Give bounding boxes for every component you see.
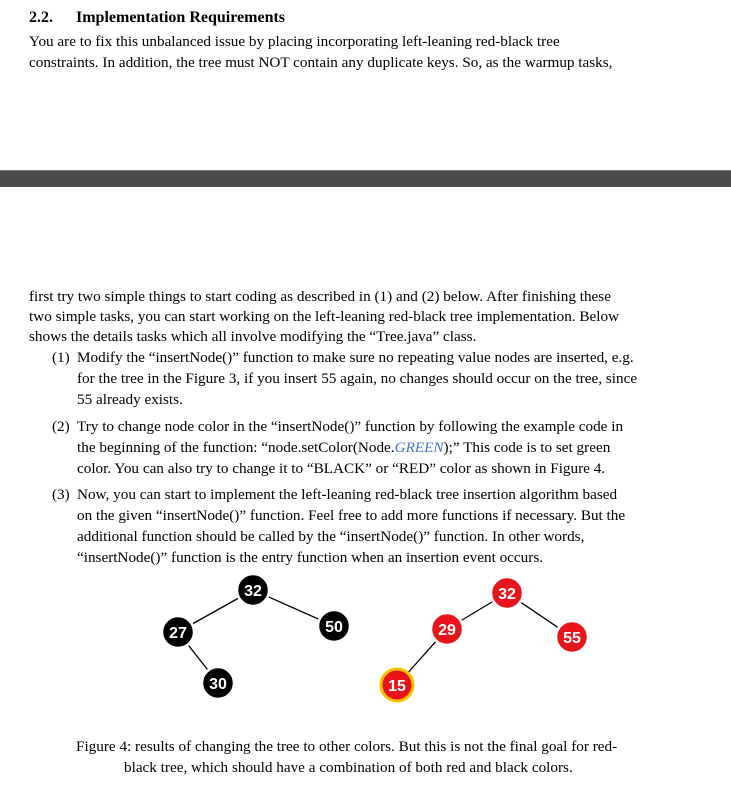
item-2-line-2 (77, 438, 610, 458)
item-1-line-2: for the tree in the Figure 3, if you insert 55 again, no changes should occur on the tree, since (77, 370, 638, 387)
red-node-15 (381, 669, 413, 701)
continued-line-2: two simple tasks, you can start working on the left-leaning red-black tree implementation. Below (29, 308, 620, 325)
continued-line-1: first try two simple things to start coding as described in (1) and (2) below. After finishing these (29, 288, 611, 305)
item-3-line-1: Now, you can start to implement the left-leaning red-black tree insertion algorithm based (77, 486, 618, 503)
item-3-line-2: on the given “insertNode()” function. Feel free to add more functions if necessary. But the (77, 507, 626, 524)
item-2-line-1: Try to change node color in the “insertNode()” function by following the example code in (77, 418, 624, 435)
item-3-line-3: additional function should be called by the “insertNode()” function. In other words, (77, 528, 585, 545)
item-2-line-2-post: );” This code is to set green (443, 439, 611, 456)
red-node-32 (491, 577, 523, 609)
item-2-line-3: color. You can also try to change it to “BLACK” or “RED” color as shown in Figure 4. (77, 460, 606, 477)
intro-line-2: constraints. In addition, the tree must NOT contain any duplicate keys. So, as the warmup tasks, (29, 54, 613, 71)
black-node-32-label: 32 (244, 583, 262, 600)
page-break-divider (0, 170, 731, 187)
item-3-label: (3) (52, 486, 70, 503)
black-node-50-label: 50 (325, 619, 343, 636)
black-node-30-label: 30 (209, 676, 227, 693)
continued-line-3: shows the details tasks which all involve modifying the “Tree.java” class. (29, 328, 477, 345)
black-node-32 (237, 574, 269, 606)
red-node-55 (556, 621, 588, 653)
item-1-line-1: Modify the “insertNode()” function to make sure no repeating value nodes are inserted, e.g. (77, 349, 634, 366)
item-2-label: (2) (52, 418, 70, 435)
intro-line-1: You are to fix this unbalanced issue by placing incorporating left-leaning red-black tree (29, 33, 560, 50)
red-node-55-label: 55 (563, 630, 581, 647)
item-1-label: (1) (52, 349, 70, 366)
item-2-line-2-pre: the beginning of the function: “node.setColor(Node. (77, 439, 395, 456)
black-node-27-label: 27 (169, 625, 187, 642)
red-node-32-label: 32 (498, 586, 516, 603)
black-node-27 (162, 616, 194, 648)
red-node-29-label: 29 (438, 622, 456, 639)
section-number: 2.2. (29, 9, 53, 26)
green-keyword: GREEN (394, 439, 444, 456)
red-node-29 (431, 613, 463, 645)
figure-caption-line-2: black tree, which should have a combination of both red and black colors. (124, 759, 573, 776)
section-heading (29, 9, 285, 27)
black-node-30 (202, 667, 234, 699)
item-1-line-3: 55 already exists. (77, 391, 183, 408)
black-node-50 (318, 610, 350, 642)
figure-4-trees (0, 570, 731, 710)
figure-caption-line-1: Figure 4: results of changing the tree to other colors. But this is not the final goal for red- (76, 738, 618, 755)
section-title: Implementation Requirements (76, 9, 286, 26)
item-3-line-4: “insertNode()” function is the entry function when an insertion event occurs. (77, 549, 544, 566)
red-node-15-label: 15 (388, 678, 406, 695)
